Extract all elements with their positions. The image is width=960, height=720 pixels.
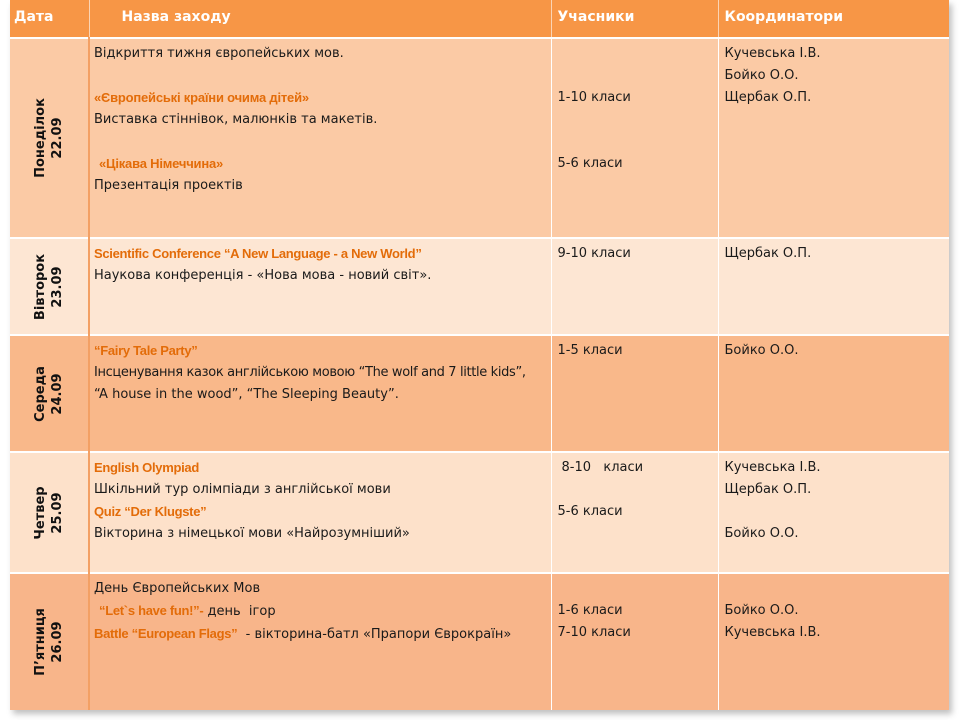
participants-value: 1-6 класи [557, 602, 623, 618]
participants-cell-monday [551, 38, 718, 238]
coordinator: Щербак О.П. [724, 245, 812, 261]
event-description: Вікторина з німецької мови «Найрозумніший» [94, 526, 410, 542]
coordinators-cell-tuesday [718, 238, 949, 335]
row-wednesday [10, 335, 949, 452]
event-cell-thursday [89, 452, 551, 573]
coordinator: Щербак О.П. [724, 482, 812, 498]
event-cell-friday [89, 573, 551, 710]
coordinator: Бойко О.О. [724, 526, 799, 542]
coordinators-cell-wednesday [718, 335, 949, 452]
participants-cell-tuesday [551, 238, 718, 335]
event-title: “Fairy Tale Party” [94, 343, 198, 359]
participants-value: 9-10 класи [557, 245, 631, 261]
date-cell-tuesday [10, 238, 89, 335]
coordinator: Бойко О.О. [724, 602, 799, 618]
event-description: день ігор [203, 603, 276, 619]
day-date: 23.09 [50, 266, 65, 308]
event-intro: Відкриття тижня європейських мов. [94, 46, 344, 61]
header-event: Назва заходу [89, 0, 551, 38]
event-title: Quiz “Der Klugste” [94, 504, 207, 520]
date-cell-monday [10, 38, 89, 238]
header-row [10, 0, 949, 38]
event-cell-tuesday [89, 238, 551, 335]
event-title: Scientific Conference “A New Language - a New World” [94, 245, 422, 261]
date-cell-wednesday [10, 335, 89, 452]
coordinator: Кучевська І.В. [724, 460, 821, 476]
event-cell-monday [89, 38, 551, 238]
participants-value: 5-6 класи [557, 504, 623, 520]
coordinator: Кучевська І.В. [724, 624, 821, 640]
event-description: Наукова конференція - «Нова мова - новий світ». [94, 267, 432, 283]
day-date: 26.09 [50, 621, 65, 663]
participants-value: 8-10 класи [561, 460, 644, 476]
day-name: Понеділок [33, 98, 48, 178]
event-description: “A house in the wood”, “The Sleeping Beauty”. [94, 387, 399, 403]
coordinator: Щербак О.П. [724, 90, 812, 105]
event-description: Шкільний тур олімпіади з англійської мови [94, 482, 391, 498]
header-participants: Учасники [551, 0, 718, 38]
participants-cell-thursday [551, 452, 718, 573]
event-title: «Європейські країни очима дітей» [94, 90, 309, 105]
event-description: Виставка стіннівок, малюнків та макетів. [94, 112, 378, 127]
day-name: Вівторок [33, 253, 48, 320]
date-cell-thursday [10, 452, 89, 573]
day-name: П’ятниця [33, 608, 48, 676]
coordinators-cell-monday [718, 38, 949, 238]
coordinators-cell-friday [718, 573, 949, 710]
coordinators-cell-thursday [718, 452, 949, 573]
event-intro: День Європейських Мов [94, 580, 261, 596]
day-date: 25.09 [50, 491, 65, 534]
participants-value: 7-10 класи [557, 624, 631, 640]
row-friday [10, 573, 949, 710]
coordinator: Бойко О.О. [724, 343, 799, 359]
event-title: «Цікава Німеччина» [99, 156, 224, 171]
coordinator: Кучевська І.В. [724, 46, 821, 61]
participants-value: 1-5 класи [557, 343, 623, 359]
event-title: English Olympiad [94, 460, 199, 476]
day-name: Середа [33, 365, 48, 422]
event-description: - вікторина-батл «Прапори Єврокраїн» [237, 626, 512, 642]
event-title: Battle “European Flags” [94, 625, 238, 641]
header-date: Дата [14, 9, 54, 25]
participants-cell-friday [551, 573, 718, 710]
participants-cell-wednesday [551, 335, 718, 452]
event-cell-wednesday [89, 335, 551, 452]
event-description: Інсценування казок англійською мовою “The wolf and 7 little kids”, [94, 365, 526, 381]
coordinator: Бойко О.О. [724, 68, 799, 83]
day-name: Четвер [33, 485, 48, 540]
header-coordinators: Координатори [718, 0, 949, 38]
row-tuesday [10, 238, 949, 335]
row-thursday [10, 452, 949, 573]
row-monday [10, 38, 949, 238]
schedule-table [10, 0, 949, 710]
event-description: Презентація проектів [94, 178, 243, 193]
day-date: 22.09 [50, 117, 65, 159]
participants-value: 5-6 класи [557, 156, 623, 171]
participants-value: 1-10 класи [557, 90, 631, 105]
day-date: 24.09 [50, 373, 65, 415]
date-cell-friday [10, 573, 89, 710]
event-title: “Let`s have fun!”- [99, 602, 204, 618]
